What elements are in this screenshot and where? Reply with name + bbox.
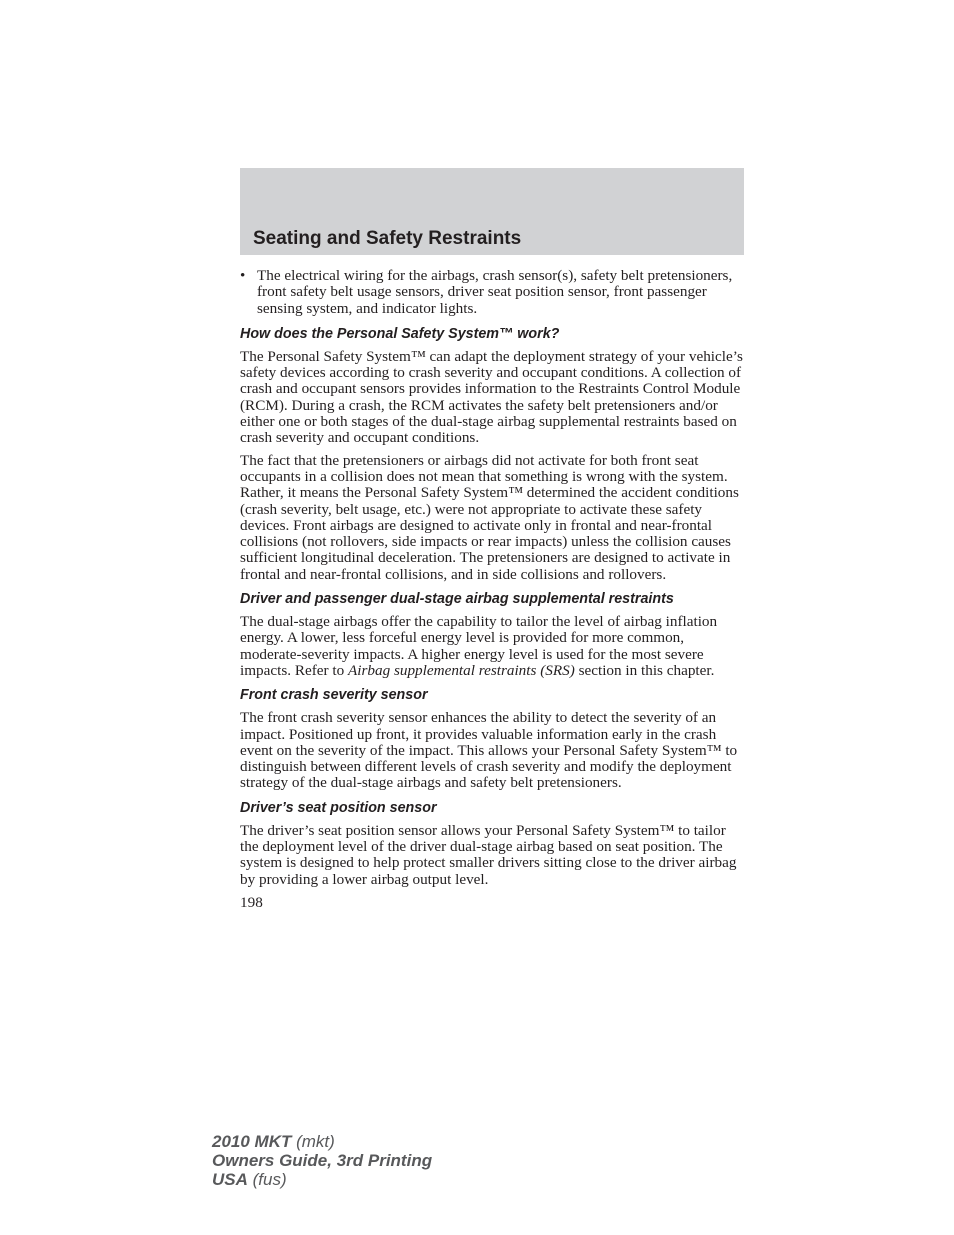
- bullet-item: [240, 268, 745, 317]
- paragraph: The fact that the pretensioners or airbags did not activate for both front seat occupants in a collision does not mean that something is wrong with the system. Rather, it means the Personal Safety System™ determined the accident conditions (crash severity, belt usage, etc.) were not appropriate to activate these safety devices. Front airbags are designed to activate only in frontal and near-frontal collisions (not rollovers, side impacts or rear impacts) unless the collision causes sufficient longitudinal deceleration. The pretensioners are designed to activate in frontal and near-frontal collisions, and in side collisions and rollovers.: [240, 451, 739, 583]
- section-title: Seating and Safety Restraints: [253, 228, 522, 249]
- page-content: [240, 268, 745, 912]
- paragraph: The Personal Safety System™ can adapt the deployment strategy of your vehicle’s safety devices according to crash severity and occupant conditions. A collection of crash and occupant sensors provides information to the Restraints Control Module (RCM). During a crash, the RCM activates the safety belt pretensioners and/or either one or both stages of the dual-stage airbag supplemental restraints based on crash severity and occupant conditions.: [240, 347, 743, 447]
- footer-guide-line: Owners Guide, 3rd Printing: [212, 1151, 433, 1170]
- paragraph-text: section in this chapter.: [574, 661, 715, 679]
- page-number: 198: [240, 893, 263, 911]
- paragraph-text: The dual-stage airbags offer the capability to tailor the level of airbag inflation energy. A lower, less forceful energy level is provided for more common, moderate-severity impacts. A higher energy level is used for the most severe impacts. Refer to: [240, 613, 718, 679]
- document-footer: [212, 1132, 432, 1189]
- bullet-text: The electrical wiring for the airbags, crash sensor(s), safety belt pretensioners, front safety belt usage sensors, driver seat position sensor, front passenger sensing system, and indicator lights.: [257, 267, 733, 317]
- subheading-front-crash-sensor: Front crash severity sensor: [240, 687, 428, 704]
- footer-region-line: USA (fus): [212, 1170, 287, 1189]
- subheading-how-it-works: How does the Personal Safety System™ work?: [240, 325, 560, 342]
- section-header-band: [240, 168, 744, 255]
- paragraph: The driver’s seat position sensor allows your Personal Safety System™ to tailor the deployment level of the driver dual-stage airbag based on seat position. The system is designed to help protect smaller drivers sitting close to the driver airbag by providing a lower airbag output level.: [240, 821, 737, 888]
- footer-model-line: 2010 MKT (mkt): [212, 1132, 335, 1151]
- subheading-dual-stage-airbags: Driver and passenger dual-stage airbag supplemental restraints: [240, 591, 674, 608]
- cross-reference: Airbag supplemental restraints (SRS): [347, 661, 575, 679]
- bullet-dot-icon: •: [240, 267, 246, 284]
- paragraph: [240, 614, 745, 679]
- subheading-seat-position-sensor: Driver’s seat position sensor: [240, 799, 437, 816]
- paragraph: The front crash severity sensor enhances the ability to detect the severity of an impact. Positioned up front, it provides valuable information early in the crash event on the severity of the impact. This allows your Personal Safety System™ to distinguish between different levels of crash severity and modify the deployment strategy of the dual-stage airbags and safety belt pretensioners.: [240, 709, 738, 792]
